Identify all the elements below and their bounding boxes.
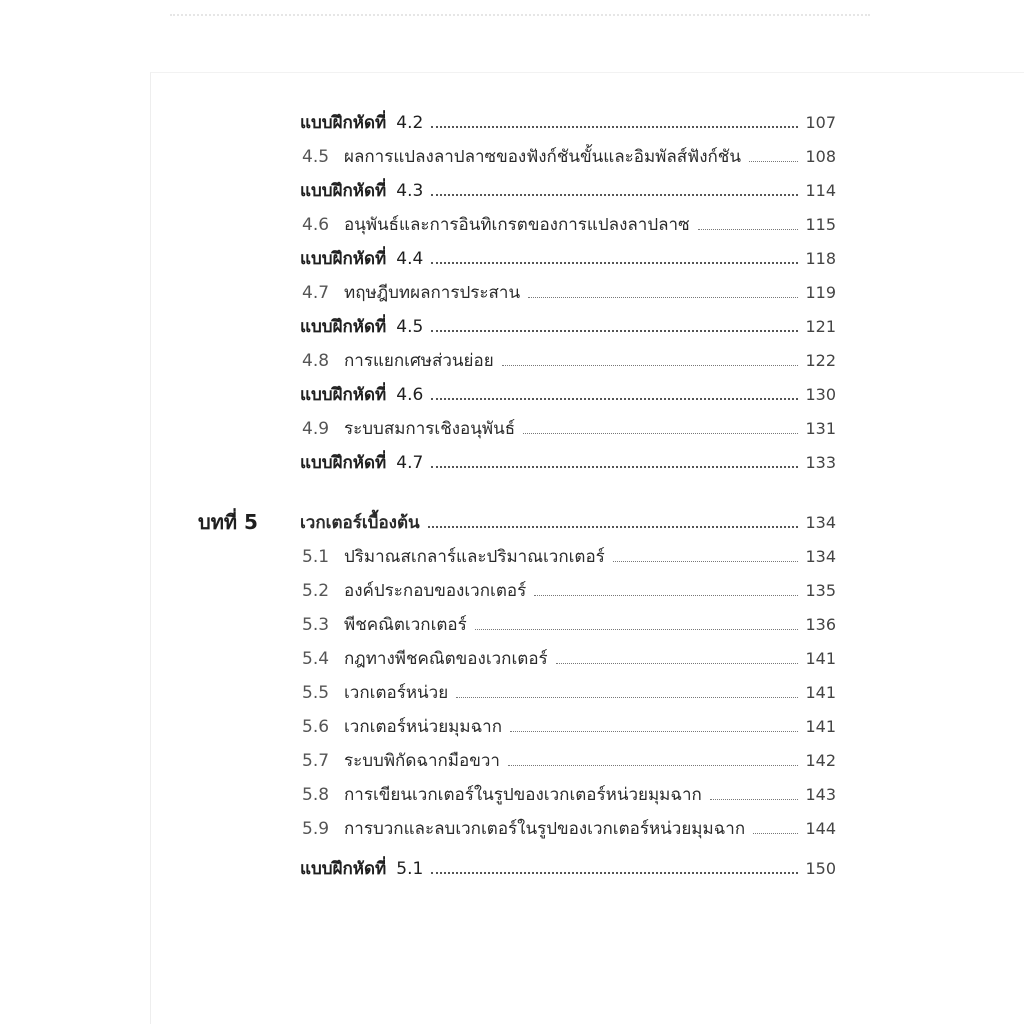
dot-leader [431,398,798,400]
dot-leader [710,799,798,800]
dot-leader [534,595,798,596]
dot-leader [431,466,798,468]
toc-exercise-row [300,172,836,202]
toc-page-number: 141 [805,683,836,702]
dot-leader [431,262,798,264]
toc-page-number: 134 [805,547,836,566]
chapter-label: บทที่ 5 [198,510,258,534]
toc-entry-label: 4.5 ผลการแปลงลาปลาซของฟังก์ชันขั้นและอิมพัลส์ฟังก์ชัน [302,147,741,167]
toc-entry-label: แบบฝึกหัดที่ 4.2 [300,113,424,133]
toc-entry-label: แบบฝึกหัดที่ 4.3 [300,181,424,201]
toc-exercise-row [300,444,836,474]
toc-page-number: 133 [805,453,836,472]
toc-entry-label: 5.4 กฎทางพีชคณิตของเวกเตอร์ [302,649,548,669]
dot-leader [523,433,798,434]
toc-page-number: 141 [805,717,836,736]
toc-section-row [302,742,836,772]
dot-leader [508,765,798,766]
toc-section-row [302,708,836,738]
toc-entry-label: 4.7 ทฤษฎีบทผลการประสาน [302,283,521,303]
toc-exercise-row [300,104,836,134]
dot-leader [502,365,798,366]
toc-entry-label: 5.5 เวกเตอร์หน่วย [302,683,449,703]
toc-exercise-row [300,308,836,338]
toc-section-row [302,274,836,304]
toc-page-number: 144 [805,819,836,838]
toc-page-number: 130 [805,385,836,404]
dot-leader [510,731,798,732]
toc-page-number: 150 [805,859,836,878]
dot-leader [456,697,798,698]
dot-leader [431,126,798,128]
toc-exercise-row [300,850,836,880]
toc-entry-label: 5.9 การบวกและลบเวกเตอร์ในรูปของเวกเตอร์หน่วยมุมฉาก [302,819,746,839]
toc-page-number: 134 [805,513,836,532]
dot-leader [613,561,798,562]
toc-entry-label: 5.6 เวกเตอร์หน่วยมุมฉาก [302,717,503,737]
toc-page-number: 118 [805,249,836,268]
toc-exercise-row [300,376,836,406]
toc-page-number: 135 [805,581,836,600]
toc-chapter-row [198,504,836,534]
chapter-title: เวกเตอร์เบื้องต้น [300,513,420,533]
dot-leader [431,194,798,196]
toc-entry-label: 5.7 ระบบพิกัดฉากมือขวา [302,751,500,771]
toc-entry-label: 4.9 ระบบสมการเชิงอนุพันธ์ [302,419,516,439]
toc-entry-label: แบบฝึกหัดที่ 4.6 [300,385,424,405]
toc-page-number: 122 [805,351,836,370]
dot-leader [431,872,798,874]
toc-section-row [302,538,836,568]
toc-entry-label: แบบฝึกหัดที่ 5.1 [300,859,424,879]
toc-section-row [302,410,836,440]
toc-page-number: 115 [805,215,836,234]
toc-entry-label: 4.8 การแยกเศษส่วนย่อย [302,351,494,371]
dot-leader [428,526,798,528]
dot-leader [431,330,798,332]
toc-entry-label: 5.8 การเขียนเวกเตอร์ในรูปของเวกเตอร์หน่วยมุมฉาก [302,785,702,805]
toc-entry-label: 5.3 พีชคณิตเวกเตอร์ [302,615,467,635]
toc-page-number: 108 [805,147,836,166]
dot-leader [749,161,798,162]
dot-leader [528,297,798,298]
toc-section-row [302,776,836,806]
toc-page-number: 141 [805,649,836,668]
toc-page-number: 114 [805,181,836,200]
toc-entry-label: แบบฝึกหัดที่ 4.7 [300,453,424,473]
dot-leader [556,663,798,664]
toc-section-row [302,138,836,168]
toc-section-row [302,572,836,602]
toc-entry-label: 4.6 อนุพันธ์และการอินทิเกรตของการแปลงลาปลาซ [302,215,690,235]
toc-entry-label: แบบฝึกหัดที่ 4.4 [300,249,424,269]
toc-exercise-row [300,240,836,270]
toc-section-row [302,606,836,636]
dot-leader [475,629,798,630]
toc-entry-label: 5.2 องค์ประกอบของเวกเตอร์ [302,581,527,601]
toc-section-row [302,206,836,236]
dot-leader [753,833,798,834]
toc-page-number: 136 [805,615,836,634]
toc-page-number: 143 [805,785,836,804]
toc-page-number: 107 [805,113,836,132]
toc-page-number: 131 [805,419,836,438]
toc-page-number: 121 [805,317,836,336]
toc-section-row [302,640,836,670]
toc-page-number: 142 [805,751,836,770]
toc-section-row [302,810,836,840]
toc-page-number: 119 [805,283,836,302]
toc-entry-label: 5.1 ปริมาณสเกลาร์และปริมาณเวกเตอร์ [302,547,605,567]
dot-leader [698,229,798,230]
toc-entry-label: แบบฝึกหัดที่ 4.5 [300,317,424,337]
toc-section-row [302,674,836,704]
toc-section-row [302,342,836,372]
